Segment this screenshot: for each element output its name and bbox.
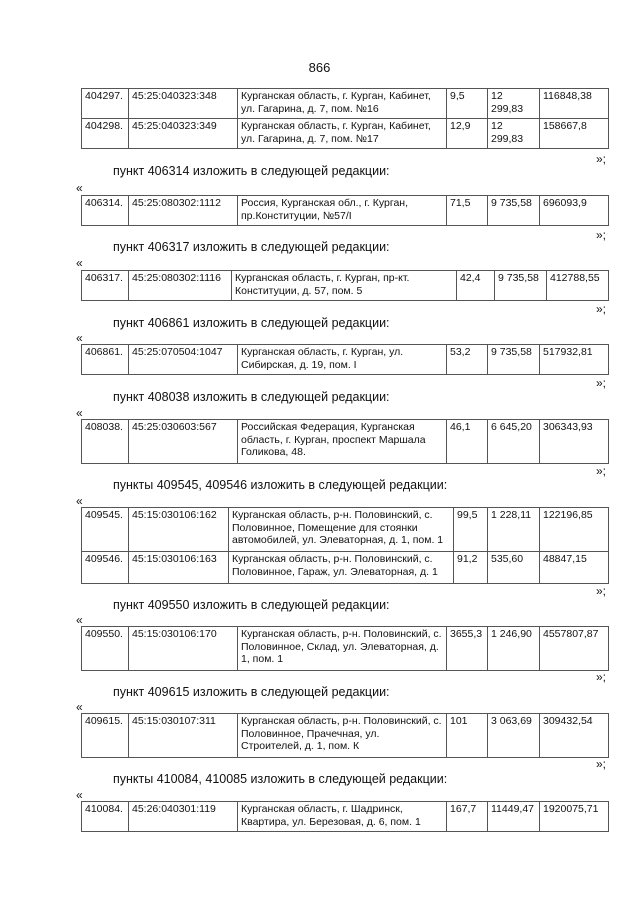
cell-value: 517932,81	[540, 345, 609, 375]
cell-rate: 9 735,58	[495, 271, 547, 301]
cell-value: 4557807,87	[540, 627, 609, 671]
cell-address: Курганская область, г. Курган, Кабинет, ул. Гагарина, д. 7, пом. №16	[238, 89, 447, 119]
registry-table	[81, 88, 609, 149]
registry-table	[81, 344, 609, 375]
registry-table	[81, 270, 609, 301]
cell-address: Курганская область, г. Курган, Кабинет, ул. Гагарина, д. 7, пом. №17	[238, 119, 447, 149]
cell-cadastral: 45:15:030107:311	[129, 714, 238, 758]
cell-address: Курганская область, г. Курган, ул. Сибирская, д. 19, пом. I	[238, 345, 447, 375]
amendment-heading: пункт 406317 изложить в следующей редакции:	[113, 240, 390, 254]
closing-quote: »;	[596, 464, 607, 478]
cell-number: 404298.	[82, 119, 129, 149]
cell-number: 408038.	[82, 420, 129, 464]
cell-cadastral: 45:25:080302:1116	[129, 271, 232, 301]
table-row	[82, 345, 609, 375]
amendment-heading: пункт 406861 изложить в следующей редакции:	[113, 316, 390, 330]
opening-quote: «	[76, 256, 83, 270]
closing-quote: »;	[596, 152, 607, 166]
table-row	[82, 420, 609, 464]
cell-number: 406314.	[82, 196, 129, 226]
cell-number: 409545.	[82, 508, 129, 552]
cell-rate: 3 063,69	[488, 714, 540, 758]
cell-value: 48847,15	[540, 552, 609, 584]
cell-value: 306343,93	[540, 420, 609, 464]
closing-quote: »;	[596, 228, 607, 242]
cell-rate: 1 228,11	[488, 508, 540, 552]
opening-quote: «	[76, 181, 83, 195]
cell-number: 409615.	[82, 714, 129, 758]
cell-address: Россия, Курганская обл., г. Курган, пр.Конституции, №57/I	[238, 196, 447, 226]
cell-area: 42,4	[457, 271, 495, 301]
cell-address: Курганская область, г. Шадринск, Квартира, ул. Березовая, д. 6, пом. 1	[238, 802, 447, 832]
table-row	[82, 271, 609, 301]
cell-area: 3655,3	[447, 627, 488, 671]
table-row	[82, 802, 609, 832]
table-row	[82, 552, 609, 584]
cell-number: 409546.	[82, 552, 129, 584]
registry-table	[81, 801, 609, 832]
cell-address: Российская Федерация, Курганская область, г. Курган, проспект Маршала Голикова, 48.	[238, 420, 447, 464]
cell-area: 46,1	[447, 420, 488, 464]
amendment-heading: пункт 406314 изложить в следующей редакции:	[113, 164, 390, 178]
cell-address: Курганская область, р-н. Половинский, с. Половинное, Помещение для стоянки автомобилей, ул. Элеваторная, д. 1, пом. 1	[229, 508, 454, 552]
cell-cadastral: 45:26:040301:119	[129, 802, 238, 832]
amendment-heading: пункты 409545, 409546 изложить в следующей редакции:	[113, 478, 448, 492]
registry-table	[81, 419, 609, 464]
cell-rate: 11449,47	[488, 802, 540, 832]
amendment-heading: пункт 409550 изложить в следующей редакции:	[113, 598, 390, 612]
cell-value: 122196,85	[540, 508, 609, 552]
registry-table	[81, 195, 609, 226]
cell-cadastral: 45:25:080302:1112	[129, 196, 238, 226]
cell-address: Курганская область, г. Курган, пр-кт. Конституции, д. 57, пом. 5	[232, 271, 457, 301]
closing-quote: »;	[596, 757, 607, 771]
table-row	[82, 196, 609, 226]
cell-value: 158667,8	[540, 119, 609, 149]
cell-value: 412788,55	[547, 271, 609, 301]
cell-area: 71,5	[447, 196, 488, 226]
registry-table	[81, 507, 609, 584]
cell-cadastral: 45:15:030106:170	[129, 627, 238, 671]
opening-quote: «	[76, 613, 83, 627]
cell-number: 406317.	[82, 271, 129, 301]
page-number: 866	[308, 60, 331, 75]
amendment-heading: пункты 410084, 410085 изложить в следующей редакции:	[113, 772, 448, 786]
cell-rate: 6 645,20	[488, 420, 540, 464]
table-row	[82, 714, 609, 758]
cell-number: 406861.	[82, 345, 129, 375]
cell-rate: 9 735,58	[488, 196, 540, 226]
cell-rate: 12 299,83	[488, 119, 540, 149]
table-row	[82, 627, 609, 671]
closing-quote: »;	[596, 670, 607, 684]
cell-cadastral: 45:25:040323:349	[129, 119, 238, 149]
cell-cadastral: 45:25:030603:567	[129, 420, 238, 464]
closing-quote: »;	[596, 302, 607, 316]
cell-address: Курганская область, р-н. Половинский, с. Половинное, Прачечная, ул. Строителей, д. 1, пом. К	[238, 714, 447, 758]
registry-table	[81, 626, 609, 671]
cell-number: 409550.	[82, 627, 129, 671]
cell-cadastral: 45:25:040323:348	[129, 89, 238, 119]
cell-cadastral: 45:25:070504:1047	[129, 345, 238, 375]
registry-table	[81, 713, 609, 758]
closing-quote: »;	[596, 584, 607, 598]
table-row	[82, 508, 609, 552]
table-row	[82, 89, 609, 119]
opening-quote: «	[76, 406, 83, 420]
cell-number: 404297.	[82, 89, 129, 119]
amendment-heading: пункт 408038 изложить в следующей редакции:	[113, 390, 390, 404]
cell-area: 53,2	[447, 345, 488, 375]
cell-rate: 9 735,58	[488, 345, 540, 375]
cell-address: Курганская область, р-н. Половинский, с. Половинное, Гараж, ул. Элеваторная, д. 1	[229, 552, 454, 584]
cell-area: 9,5	[447, 89, 488, 119]
cell-area: 91,2	[454, 552, 488, 584]
cell-value: 116848,38	[540, 89, 609, 119]
amendment-heading: пункт 409615 изложить в следующей редакции:	[113, 685, 390, 699]
opening-quote: «	[76, 494, 83, 508]
cell-cadastral: 45:15:030106:163	[129, 552, 229, 584]
cell-rate: 12 299,83	[488, 89, 540, 119]
cell-area: 167,7	[447, 802, 488, 832]
cell-number: 410084.	[82, 802, 129, 832]
cell-value: 696093,9	[540, 196, 609, 226]
cell-cadastral: 45:15:030106:162	[129, 508, 229, 552]
cell-value: 309432,54	[540, 714, 609, 758]
closing-quote: »;	[596, 376, 607, 390]
opening-quote: «	[76, 331, 83, 345]
cell-rate: 535,60	[488, 552, 540, 584]
opening-quote: «	[76, 788, 83, 802]
table-row	[82, 119, 609, 149]
cell-value: 1920075,71	[540, 802, 609, 832]
cell-area: 99,5	[454, 508, 488, 552]
opening-quote: «	[76, 700, 83, 714]
cell-rate: 1 246,90	[488, 627, 540, 671]
cell-address: Курганская область, р-н. Половинский, с. Половинное, Склад, ул. Элеваторная, д. 1, пом. 1	[238, 627, 447, 671]
cell-area: 101	[447, 714, 488, 758]
cell-area: 12,9	[447, 119, 488, 149]
